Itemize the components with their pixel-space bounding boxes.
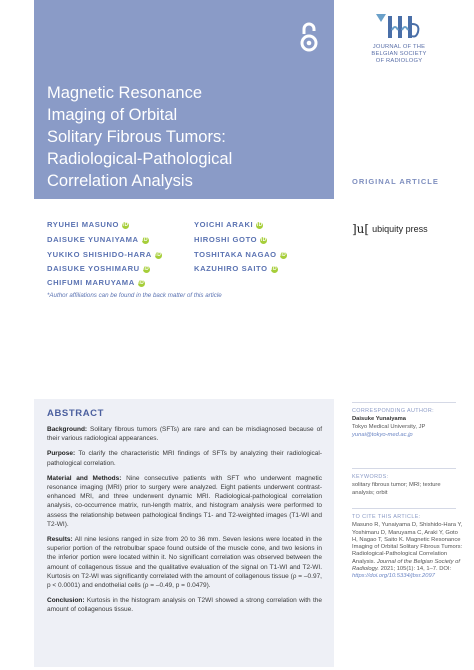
- author-name[interactable]: DAISUKE YOSHIMARU iD: [47, 264, 150, 273]
- author-name[interactable]: CHIFUMI MARUYAMA iD: [47, 278, 145, 287]
- author-name[interactable]: YUKIKO SHISHIDO-HARA iD: [47, 250, 162, 259]
- publisher-name: ubiquity press: [372, 224, 428, 234]
- abstract-box: [34, 399, 334, 667]
- ubiquity-mark-icon: ]u[: [352, 222, 370, 236]
- orcid-icon[interactable]: iD: [155, 252, 162, 258]
- author-name[interactable]: TOSHITAKA NAGAO iD: [194, 250, 287, 259]
- doi-link[interactable]: https://doi.org/10.5334/jbsr.2097: [352, 573, 435, 580]
- abstract-purpose: Purpose: To clarify the characteristic MRI findings of SFTs by analyzing their radiological-pathological correlation.: [47, 450, 322, 467]
- author-name[interactable]: HIROSHI GOTO iD: [194, 235, 267, 244]
- orcid-icon[interactable]: iD: [122, 222, 129, 228]
- divider: [352, 508, 456, 509]
- keywords: KEYWORDS: solitary fibrous tumor; MRI; texture analysis; orbit: [352, 474, 441, 496]
- author-name[interactable]: RYUHEI MASUNO iD: [47, 220, 129, 229]
- corresponding-author: CORRESPONDING AUTHOR: Daisuke Yunaiyama Tokyo Medical University, JP yunai@tokyo-med.ac.jp: [352, 408, 464, 439]
- abstract-background: Background: Solitary fibrous tumors (SFTs) are rare and can be misdiagnosed because of their various radiological appearances.: [47, 426, 322, 443]
- orcid-icon[interactable]: iD: [280, 252, 287, 258]
- orcid-icon[interactable]: iD: [271, 266, 278, 272]
- journal-logo-icon: [368, 10, 428, 42]
- publisher-logo[interactable]: [352, 222, 428, 236]
- divider: [352, 402, 456, 403]
- abstract-results: Results: All nine lesions ranged in size from 20 to 36 mm. Seven lesions were located in the superior portion of the retrobulbar space found outside of the muscle cone, and two lesions in the inferior portion were located within it. No significant correlation was observed between the amount of collagenous tissue and the qualitative evaluation of the signal on T1-WI and T2-WI. Kurtosis on T2-WI was significantly correlated with the amount of collagenous tissue (ρ = –0.97, p < 0.0001) and endothelial cells (ρ = –0.49, p = 0.0479).: [47, 536, 322, 590]
- citation: TO CITE THIS ARTICLE: Masuno R, Yunaiyama D, Shishido-Hara Y, Yoshimaru D, Maruyama C, Araki Y, Goto H, Nagao T, Saito K. Magnetic Resonance Imaging of Orbital Solitary Fibrous Tumors: Radiological-Pathological Correlation Analysis. Journal of the Belgian Society of Radiology. 2021; 105(1): 14, 1–7. DOI: https://doi.org/10.5334/jbsr.2097: [352, 514, 463, 580]
- orcid-icon[interactable]: iD: [260, 237, 267, 243]
- article-title: Magnetic Resonance Imaging of Orbital Solitary Fibrous Tumors: Radiological-Pathological Correlation Analysis: [47, 84, 233, 190]
- open-access-icon[interactable]: [300, 20, 318, 54]
- email-link[interactable]: yunai@tokyo-med.ac.jp: [352, 431, 413, 438]
- orcid-icon[interactable]: iD: [143, 266, 150, 272]
- divider: [352, 468, 456, 469]
- journal-name: JOURNAL OF THE BELGIAN SOCIETY OF RADIOLOGY: [371, 44, 427, 64]
- author-name[interactable]: KAZUHIRO SAITO iD: [194, 264, 278, 273]
- orcid-icon[interactable]: iD: [142, 237, 149, 243]
- affiliation-note: *Author affiliations can be found in the back matter of this article: [47, 292, 222, 299]
- abstract-methods: Material and Methods: Nine consecutive patients with SFT who underwent magnetic resonance imaging (MRI) prior to surgery were analyzed. Eight patients underwent contrast-enhanced MRI, and three underwent dynamic MRI. Radiological-pathological correlation analysis, co-occurrence matrix, run-length matrix, and histogram analysis were performed to assess the relationship between pathological findings T1- and T2-weighted images (T1-WI and T2-WI).: [47, 474, 322, 528]
- abstract-heading: ABSTRACT: [47, 408, 105, 419]
- orcid-icon[interactable]: iD: [138, 280, 145, 286]
- orcid-icon[interactable]: iD: [256, 222, 263, 228]
- author-name[interactable]: DAISUKE YUNAIYAMA iD: [47, 235, 149, 244]
- abstract-conclusion: Conclusion: Kurtosis in the histogram analysis on T2WI showed a strong correlation with the amount of collagenous tissue.: [47, 597, 322, 614]
- author-name[interactable]: YOICHI ARAKI iD: [194, 220, 263, 229]
- article-type-label: ORIGINAL ARTICLE: [352, 177, 439, 186]
